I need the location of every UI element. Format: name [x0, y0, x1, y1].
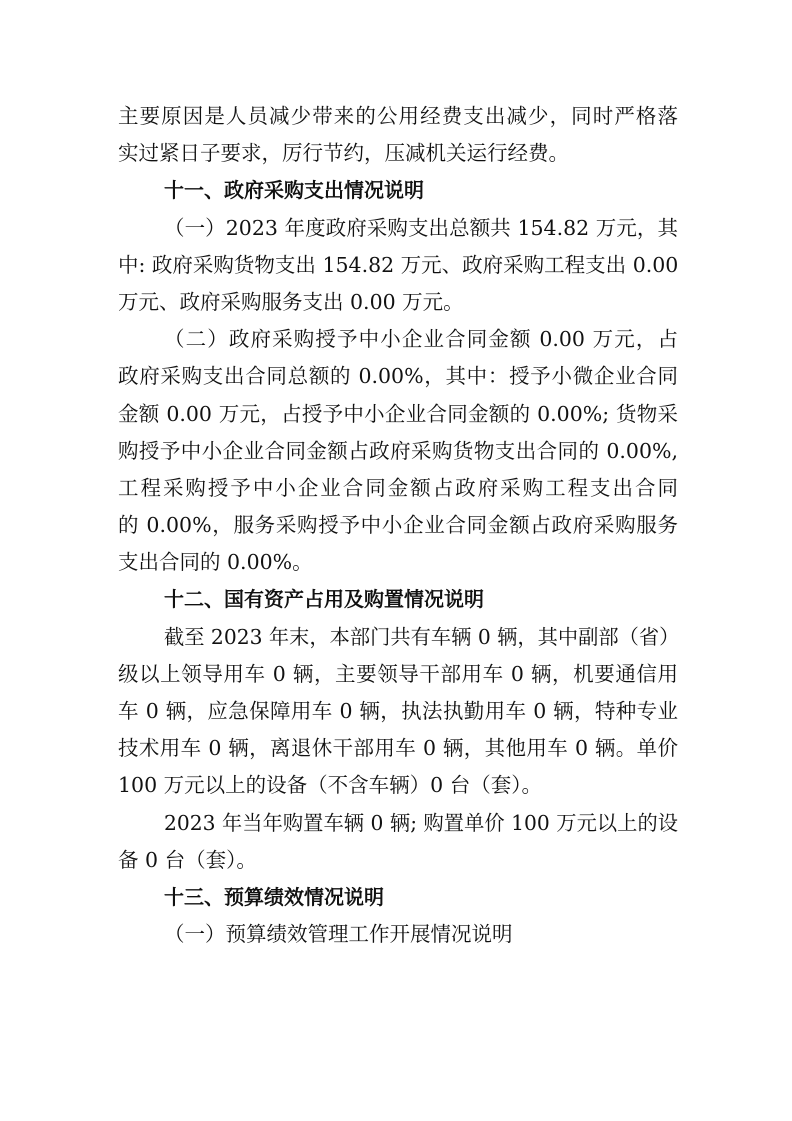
body-line: 技术用车 0 辆，离退休干部用车 0 辆，其他用车 0 辆。单价: [118, 736, 678, 761]
body-line: 政府采购支出合同总额的 0.00%，其中：授予小微企业合同: [118, 364, 678, 389]
body-line: 备 0 台（套）。: [118, 847, 257, 872]
body-line: （二）政府采购授予中小企业合同金额 0.00 万元，占: [164, 327, 678, 352]
body-line: 实过紧日子要求，厉行节约，压减机关运行经费。: [118, 141, 569, 166]
body-line: 购授予中小企业合同金额占政府采购货物支出合同的 0.00%,: [118, 438, 678, 463]
body-line: （一）2023 年度政府采购支出总额共 154.82 万元，其: [164, 215, 678, 240]
body-line: 万元、政府采购服务支出 0.00 万元。: [118, 289, 464, 314]
section-heading-assets: 十二、国有资产占用及购置情况说明: [164, 587, 484, 612]
section-heading-performance: 十三、预算绩效情况说明: [164, 884, 384, 909]
body-line: （一）预算绩效管理工作开展情况说明: [164, 922, 513, 947]
body-line: 2023 年当年购置车辆 0 辆; 购置单价 100 万元以上的设: [164, 810, 678, 835]
document-body: [118, 98, 678, 953]
body-line: 主要原因是人员减少带来的公用经费支出减少，同时严格落: [118, 104, 678, 128]
body-line: 金额 0.00 万元，占授予中小企业合同金额的 0.00%; 货物采: [118, 401, 678, 426]
body-line: 中: 政府采购货物支出 154.82 万元、政府采购工程支出 0.00: [118, 252, 679, 277]
body-line: 级以上领导用车 0 辆，主要领导干部用车 0 辆，机要通信用: [118, 661, 678, 686]
body-line: 截至 2023 年末，本部门共有车辆 0 辆，其中副部（省）: [164, 624, 680, 649]
body-line: 车 0 辆，应急保障用车 0 辆，执法执勤用车 0 辆，特种专业: [118, 699, 678, 723]
body-line: 的 0.00%，服务采购授予中小企业合同金额占政府采购服务: [118, 513, 678, 538]
section-heading-procurement: 十一、政府采购支出情况说明: [164, 178, 424, 203]
body-line: 工程采购授予中小企业合同金额占政府采购工程支出合同: [118, 475, 678, 500]
body-line: 100 万元以上的设备（不含车辆）0 台（套）。: [118, 773, 542, 798]
body-line: 支出合同的 0.00%。: [118, 550, 313, 575]
